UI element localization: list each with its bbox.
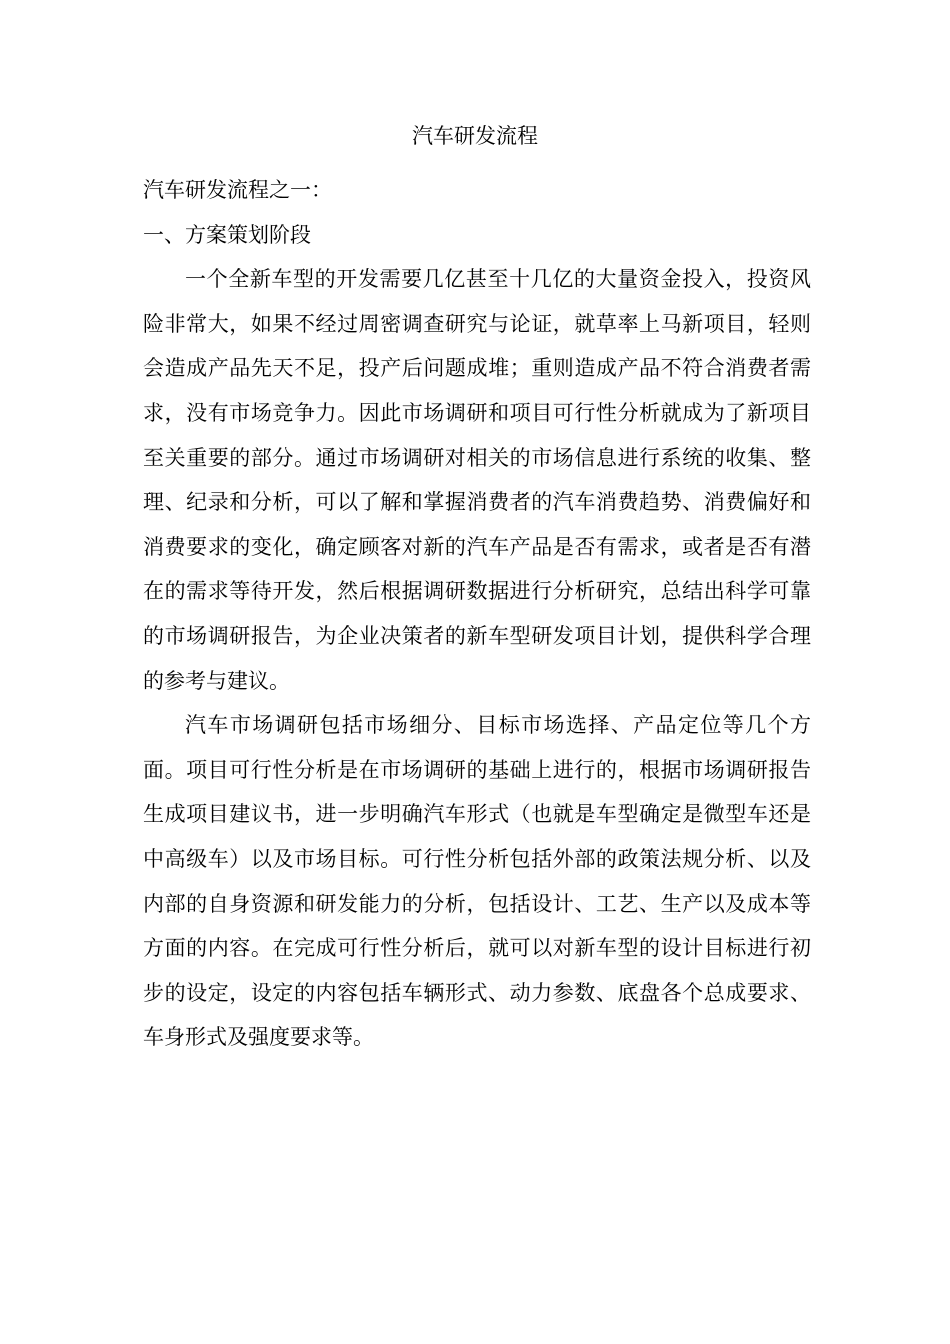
paragraph-feasibility-analysis: 汽车市场调研包括市场细分、目标市场选择、产品定位等几个方面。项目可行性分析是在市场调研的基础上进行的，根据市场调研报告生成项目建议书，进一步明确汽车形式（也就是车型确定是微型车还是中高级车）以及市场目标。可行性分析包括外部的政策法规分析、以及内部的自身资源和研发能力的分析，包括设计、工艺、生产以及成本等方面的内容。在完成可行性分析后，就可以对新车型的设计目标进行初步的设定，设定的内容包括车辆形式、动力参数、底盘各个总成要求、车身形式及强度要求等。 [143, 713, 811, 1050]
paragraph-market-research: 一个全新车型的开发需要几亿甚至十几亿的大量资金投入，投资风险非常大，如果不经过周密调查研究与论证，就草率上马新项目，轻则会造成产品先天不足，投产后问题成堆；重则造成产品不符合消费者需求，没有市场竞争力。因此市场调研和项目可行性分析就成为了新项目至关重要的部分。通过市场调研对相关的市场信息进行系统的收集、整理、纪录和分析，可以了解和掌握消费者的汽车消费趋势、消费偏好和消费要求的变化，确定顾客对新的汽车产品是否有需求，或者是否有潜在的需求等待开发，然后根据调研数据进行分析研究，总结出科学可靠的市场调研报告，为企业决策者的新车型研发项目计划，提供科学合理的参考与建议。 [143, 267, 811, 693]
section-heading: 一、方案策划阶段 [143, 222, 311, 247]
document-title: 汽车研发流程 [412, 124, 538, 148]
document-body [143, 168, 811, 1060]
document-subtitle: 汽车研发流程之一： [143, 178, 332, 202]
